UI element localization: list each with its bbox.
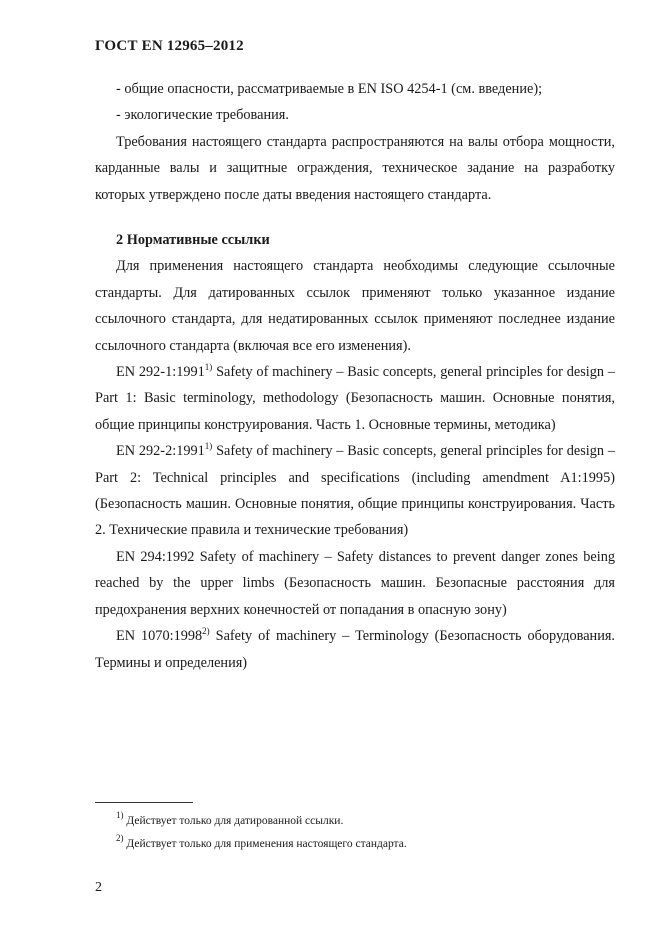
footnote-mark: 1) [204, 441, 213, 452]
footnote [95, 833, 615, 856]
intro-list [95, 76, 615, 129]
reference-item [95, 544, 615, 623]
page-number: 2 [95, 880, 102, 895]
reference-text: Safety of machinery – Terminology (Безопасность оборудования. Термины и определения) [95, 628, 615, 671]
page-header: ГОСТ EN 12965–2012 [95, 38, 244, 54]
footnote-mark: 2) [202, 626, 210, 637]
reference-text: Safety of machinery – Basic concepts, general principles for design – Part 1: Basic terminology, methodology (Безопасность машин. Основные понятия, общие принципы конструирования. Часть 1. Основные термины, методика) [95, 364, 615, 433]
footnote-text: Действует только для применения настоящего стандарта. [123, 838, 407, 850]
reference-item [95, 438, 615, 544]
list-item: - общие опасности, рассматриваемые в EN ISO 4254-1 (см. введение); [116, 81, 543, 97]
reference-code: EN 292-1:1991 [116, 364, 205, 381]
footnote-mark: 1) [204, 362, 213, 373]
reference-code: EN 1070:1998 [116, 628, 203, 645]
reference-code: EN 294:1992 [116, 548, 195, 565]
reference-item [95, 359, 615, 438]
scope-paragraph: Требования настоящего стандарта распространяются на валы отбора мощности, карданные валы и защитные ограждения, техническое задание на разработку которых утверждено после даты введения настоящего стандарта. [95, 134, 615, 203]
footnotes [95, 810, 615, 856]
footnote-mark: 1) [116, 810, 124, 820]
section-heading: 2 Нормативные ссылки [116, 232, 270, 248]
reference-item [95, 623, 615, 676]
footnote-text: Действует только для датированной ссылки. [123, 815, 344, 827]
list-item: - экологические требования. [116, 107, 289, 124]
reference-text: Safety of machinery – Basic concepts, general principles for design – Part 2: Technical principles and specifications (including amendment A1:1995) (Безопасность машин. Основные понятия, общие принципы конструирования. Часть 2. Технические правила и технические требования) [95, 443, 615, 539]
normative-references-section [95, 227, 615, 676]
scope-section [95, 129, 615, 208]
reference-text: Safety of machinery – Safety distances to prevent danger zones being reached by the upper limbs (Безопасность машин. Безопасные расстояния для предохранения верхних конечностей от попадания в опасную зону) [95, 548, 615, 618]
footnote [95, 810, 615, 833]
footnote-divider [95, 802, 193, 803]
lead-paragraph: Для применения настоящего стандарта необходимы следующие ссылочные стандарты. Для датированных ссылок применяют только указанное издание ссылочного стандарта, для недатированных ссылок применяют последнее издание ссылочного стандарта (включая все его изменения). [95, 258, 615, 354]
reference-code: EN 292-2:1991 [116, 443, 205, 460]
footnote-mark: 2) [116, 833, 124, 843]
